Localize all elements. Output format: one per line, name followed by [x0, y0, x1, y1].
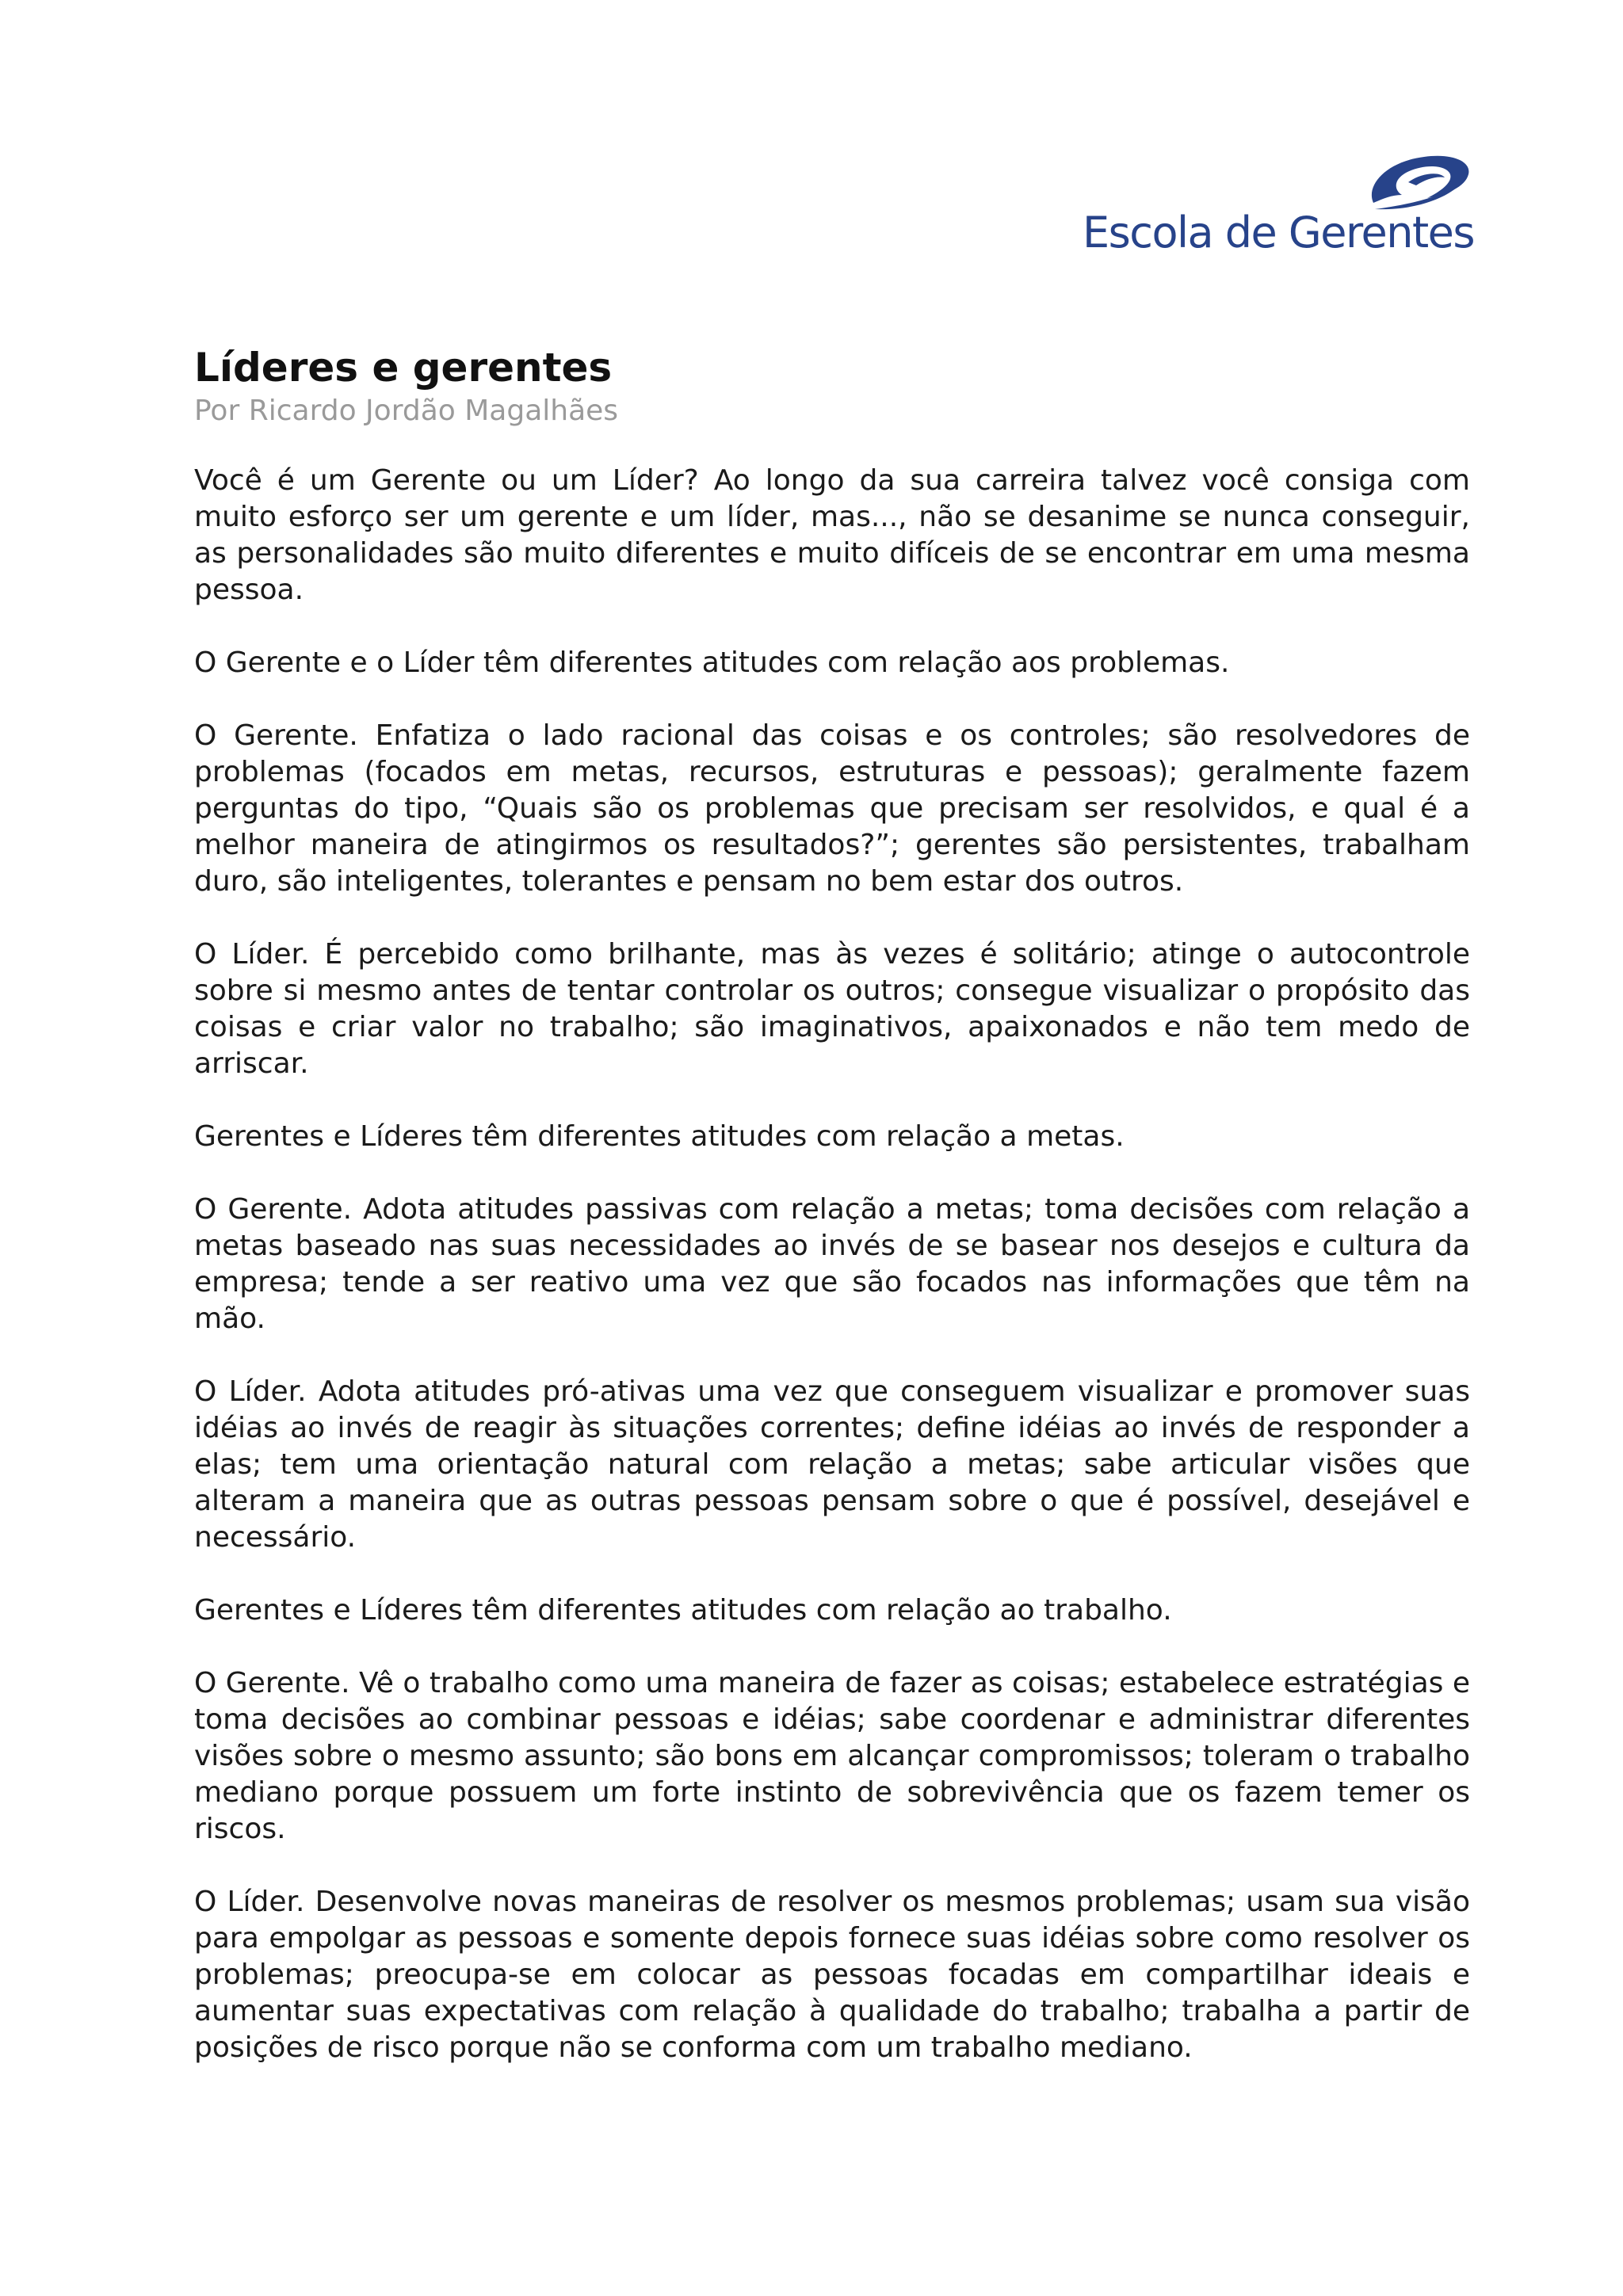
paragraph: Você é um Gerente ou um Líder? Ao longo da sua carreira talvez você consiga com muito esforço ser um gerente e um líder, mas..., não se desanime se nunca conseguir, as personalidades são muito diferentes e muito difíceis de se encontrar em uma mesma pessoa. — [194, 464, 1470, 606]
paragraph: O Líder. É percebido como brilhante, mas às vezes é solitário; atinge o autocontrole sobre si mesmo antes de tentar controlar os outros; consegue visualizar o propósito das coisas e criar valor no trabalho; são imaginativos, apaixonados e não tem medo de arriscar. — [194, 938, 1470, 1080]
paragraph: O Gerente e o Líder têm diferentes atitudes com relação aos problemas. — [194, 646, 1230, 679]
paragraph: O Gerente. Adota atitudes passivas com relação a metas; toma decisões com relação a metas baseado nas suas necessidades ao invés de se basear nos desejos e cultura da empresa; tende a ser reativo uma vez que são focados nas informações que têm na mão. — [194, 1193, 1470, 1335]
paragraph: O Gerente. Enfatiza o lado racional das coisas e os controles; são resolvedores de problemas (focados em metas, recursos, estruturas e pessoas); geralmente fazem perguntas do tipo, “Quais são os problemas que precisam ser resolvidos, e qual é a melhor maneira de atingirmos os resultados?”; gerentes são persistentes, trabalham duro, são inteligentes, tolerantes e pensam no bem estar dos outros. — [194, 719, 1470, 898]
escola-de-gerentes-logo — [1078, 151, 1474, 265]
article-author: Por Ricardo Jordão Magalhães — [194, 395, 619, 427]
article-title: Líderes e gerentes — [194, 345, 613, 391]
paragraph: O Líder. Adota atitudes pró-ativas uma vez que conseguem visualizar e promover suas idéias ao invés de reagir às situações correntes; define idéias ao invés de responder a elas; tem uma orientação natural com relação a metas; sabe articular visões que alteram a maneira que as outras pessoas pensam sobre o que é possível, desejável e necessário. — [194, 1375, 1470, 1554]
logo-swoosh-icon — [1359, 151, 1474, 214]
paragraph: Gerentes e Líderes têm diferentes atitudes com relação a metas. — [194, 1120, 1125, 1153]
logo-text: Escola de Gerentes — [1083, 208, 1474, 257]
paragraph: O Gerente. Vê o trabalho como uma maneira de fazer as coisas; estabelece estratégias e toma decisões ao combinar pessoas e idéias; sabe coordenar e administrar diferentes visões sobre o mesmo assunto; são bons em alcançar compromissos; toleram o trabalho mediano porque possuem um forte instinto de sobrevivência que os fazem temer os riscos. — [194, 1667, 1470, 1845]
paragraph: Gerentes e Líderes têm diferentes atitudes com relação ao trabalho. — [194, 1594, 1172, 1627]
article — [194, 342, 1470, 2103]
paragraph: O Líder. Desenvolve novas maneiras de resolver os mesmos problemas; usam sua visão para empolgar as pessoas e somente depois fornece suas idéias sobre como resolver os problemas; preocupa-se em colocar as pessoas focadas em compartilhar ideais e aumentar suas expectativas com relação à qualidade do trabalho; trabalha a partir de posições de risco porque não se conforma com um trabalho mediano. — [194, 1886, 1470, 2064]
